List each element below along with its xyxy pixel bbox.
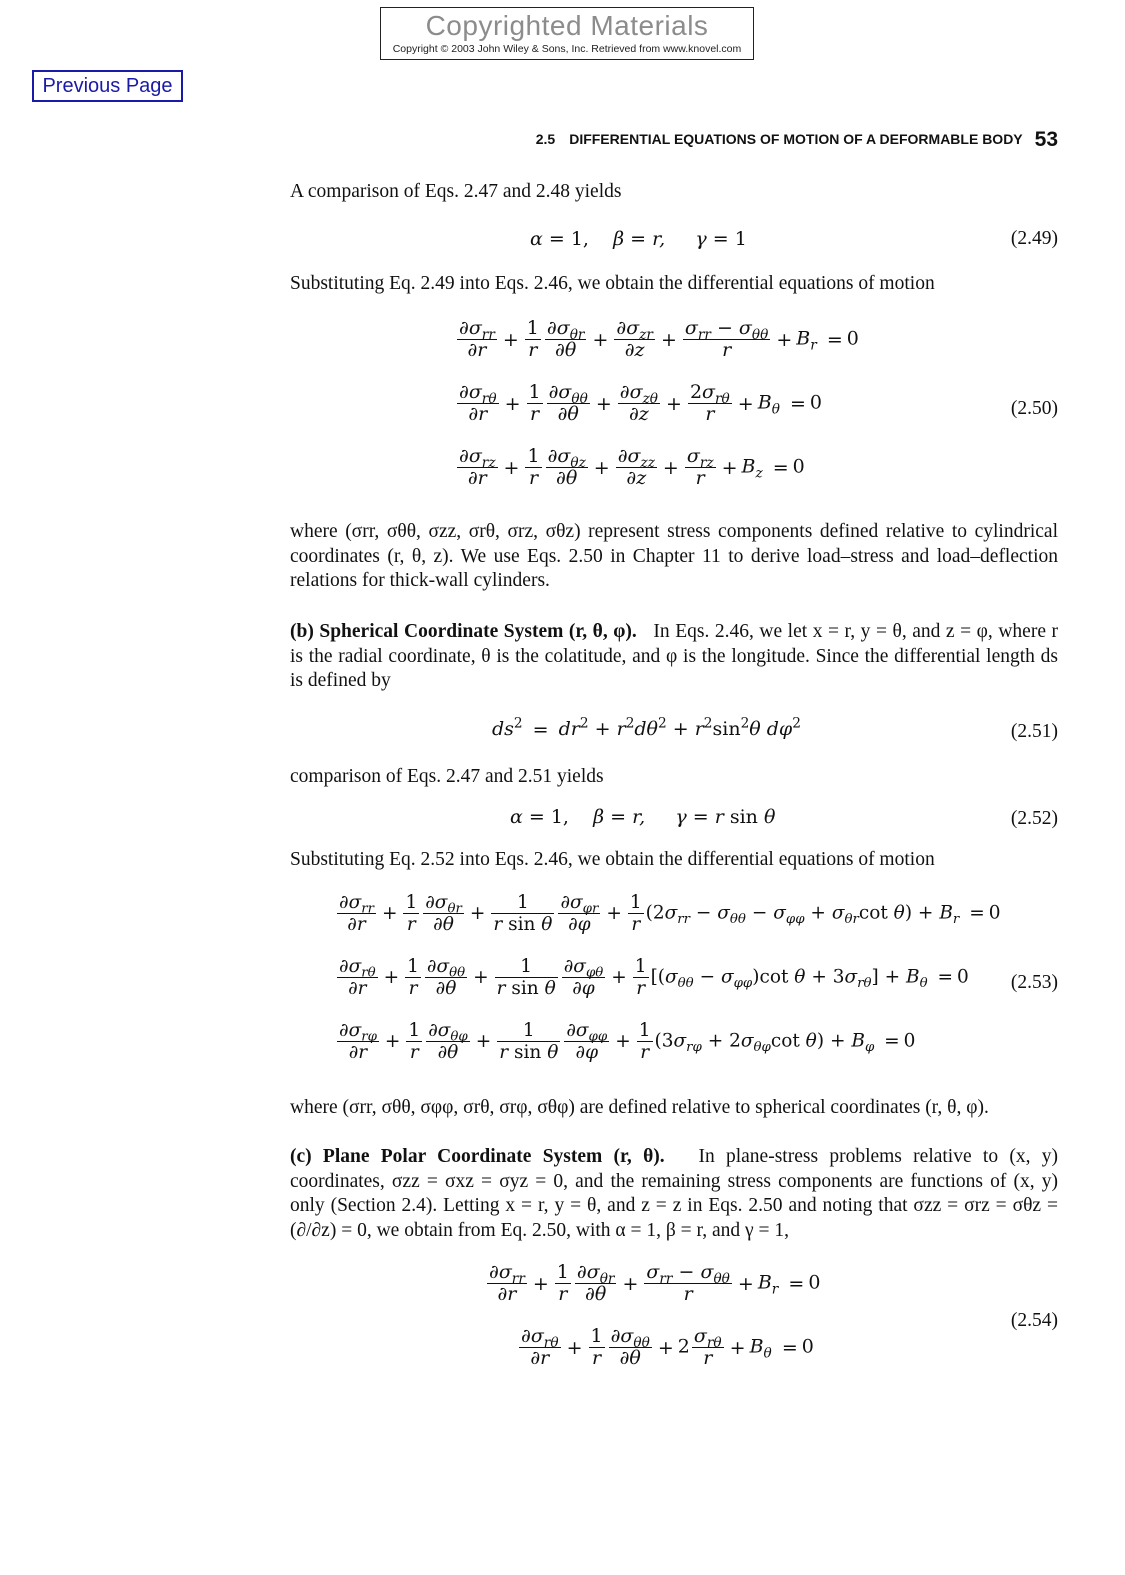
paragraph-comparison-1: A comparison of Eqs. 2.47 and 2.48 yields bbox=[290, 181, 622, 202]
paragraph-spherical-body: In Eqs. 2.46, we let x = r, y = θ, and z = φ, where r is the radial coordinate, θ is the colatitude, and φ is the longitude. Since the differential length ds is defined by bbox=[290, 621, 1059, 692]
paragraph-spherical-where: where (σrr, σθθ, σφφ, σrθ, σrφ, σθφ) are defined relative to spherical coordinates (r, θ, φ). bbox=[290, 1097, 989, 1118]
copyright-banner bbox=[380, 7, 754, 60]
equation-number-2-51: (2.51) bbox=[1010, 721, 1058, 742]
paragraph-comparison-2: comparison of Eqs. 2.47 and 2.51 yields bbox=[290, 766, 604, 787]
equation-2-54-line-2: $\frac{\partial\sigma_{r\theta}}{\partial r}$ + $\frac{1}{r}$ $\frac{\partial\sigma_{\theta\theta}}{\partial\theta}$ + 2 $\frac{\sigma_{r\theta}}{r}$ + $B_\theta = 0$ bbox=[521, 1325, 814, 1369]
section-number: 2.5 bbox=[535, 131, 556, 147]
running-head bbox=[290, 128, 1058, 152]
equation-2-50-line-2: $\frac{\partial\sigma_{r\theta}}{\partial r}$ + $\frac{1}{r}$ $\frac{\partial\sigma_{\theta\theta}}{\partial\theta}$ + $\frac{\partial\sigma_{z\theta}}{\partial z}$ + $\frac{2\sigma_{r\theta}}{r}$ + $B_\theta = 0$ bbox=[459, 381, 822, 425]
page-number: 53 bbox=[1034, 128, 1058, 151]
paragraph-plane-polar-body: In plane-stress problems relative to (x, y) coordinates, σzz = σxz = σyz = 0, and the remaining stress components are functions of (x, y) only (Section 2.4). Letting x = r, y = θ, and z = z in Eqs. 2.50 and noting that σzz = σrz = σθz = (∂/∂z) = 0, we obtain from Eq. 2.50, with α = 1, β = r, and γ = 1, bbox=[290, 1146, 1058, 1241]
paragraph-spherical bbox=[290, 620, 1058, 694]
paragraph-cylindrical-text: where (σrr, σθθ, σzz, σrθ, σrz, σθz) represent stress components defined relative to cylindrical coordinates (r, θ, z). We use Eqs. 2.50 in Chapter 11 to derive load–stress and load–deflection relations for thick-wall cylinders. bbox=[290, 521, 1058, 592]
heading-plane-polar: (c) Plane Polar Coordinate System (r, θ). bbox=[290, 1146, 665, 1167]
paragraph-substituting-1: Substituting Eq. 2.49 into Eqs. 2.46, we obtain the differential equations of motion bbox=[290, 273, 935, 294]
equation-number-2-53: (2.53) bbox=[1010, 972, 1058, 993]
equation-2-53-line-3: $\frac{\partial\sigma_{r\varphi}}{\partial r}$ + $\frac{1}{r}$ $\frac{\partial\sigma_{\theta\varphi}}{\partial\theta}$ + $\frac{1}{\text{r sin θ}}$ $\frac{\partial\sigma_{\varphi\varphi}}{\partial\varphi}$ + $\frac{1}{r}$ ($3\sigma_{r\varphi} + 2\sigma_{\theta\varphi}\cot$ $\theta) + B_\varphi = 0$ bbox=[339, 1020, 916, 1063]
equation-2-53-line-2: $\frac{\partial\sigma_{r\theta}}{\partial r}$ + $\frac{1}{r}$ $\frac{\partial\sigma_{\theta\theta}}{\partial\theta}$ + $\frac{1}{\text{r sin θ}}$ $\frac{\partial\sigma_{\varphi\theta}}{\partial\varphi}$ + $\frac{1}{r}$ [$(\sigma_{\theta\theta} - \sigma_{\varphi\varphi})\cot$ $\theta + 3\sigma_{r\theta}] + B_\theta = 0$ bbox=[339, 956, 969, 999]
equation-number-2-50: (2.50) bbox=[1010, 398, 1058, 419]
equation-2-54-line-1: $\frac{\partial\sigma_{rr}}{\partial r}$ + $\frac{1}{r}$ $\frac{\partial\sigma_{\theta r}}{\partial\theta}$ + $\frac{\sigma_{rr} - \sigma_{\theta\theta}}{r}$ + $B_r = 0$ bbox=[489, 1261, 821, 1305]
paragraph-plane-polar bbox=[290, 1145, 1058, 1243]
paragraph-substituting-2: Substituting Eq. 2.52 into Eqs. 2.46, we obtain the differential equations of motion bbox=[290, 849, 935, 870]
equation-2-51: $ds^2 = dr^2 + r^2d\theta^2 + r^2\sin^2\theta$ $d\varphi^2$ bbox=[492, 715, 801, 741]
equation-number-2-54: (2.54) bbox=[1010, 1310, 1058, 1331]
previous-page-button[interactable]: Previous Page bbox=[32, 70, 183, 102]
heading-spherical: (b) Spherical Coordinate System (r, θ, φ). bbox=[290, 621, 637, 642]
equation-2-50-line-1: $\frac{\partial\sigma_{rr}}{\partial r}$ + $\frac{1}{r}$ $\frac{\partial\sigma_{\theta r}}{\partial\theta}$ + $\frac{\partial\sigma_{zr}}{\partial z}$ + $\frac{\sigma_{rr} - \sigma_{\theta\theta}}{r}$ + $B_r = 0$ bbox=[459, 317, 859, 361]
equation-2-53-line-1: $\frac{\partial\sigma_{rr}}{\partial r}$ + $\frac{1}{r}$ $\frac{\partial\sigma_{\theta r}}{\partial\theta}$ + $\frac{1}{\text{r sin θ}}$ $\frac{\partial\sigma_{\varphi r}}{\partial\varphi}$ + $\frac{1}{r}$ ($2\sigma_{rr} - \sigma_{\theta\theta} - \sigma_{\varphi\varphi} + \sigma_{\theta r}\cot$ $\theta) + B_r = 0$ bbox=[339, 892, 1001, 935]
paragraph-cylindrical-where bbox=[290, 520, 1058, 594]
equation-2-49: α = 1, β = r, γ = 1 bbox=[530, 228, 747, 250]
copyright-title: Copyrighted Materials bbox=[425, 10, 709, 41]
equation-2-52: α = 1, β = r, γ = r sin θ bbox=[510, 806, 776, 828]
section-title: DIFFERENTIAL EQUATIONS OF MOTION OF A DEFORMABLE BODY bbox=[569, 131, 1023, 147]
equation-number-2-52: (2.52) bbox=[1010, 808, 1058, 829]
equation-2-50-line-3: $\frac{\partial\sigma_{rz}}{\partial r}$ + $\frac{1}{r}$ $\frac{\partial\sigma_{\theta z}}{\partial\theta}$ + $\frac{\partial\sigma_{zz}}{\partial z}$ + $\frac{\sigma_{rz}}{r}$ + $B_z = 0$ bbox=[459, 445, 805, 489]
equation-number-2-49: (2.49) bbox=[1010, 228, 1058, 249]
copyright-subtitle: Copyright © 2003 John Wiley & Sons, Inc. Retrieved from www.knovel.com bbox=[392, 43, 742, 55]
